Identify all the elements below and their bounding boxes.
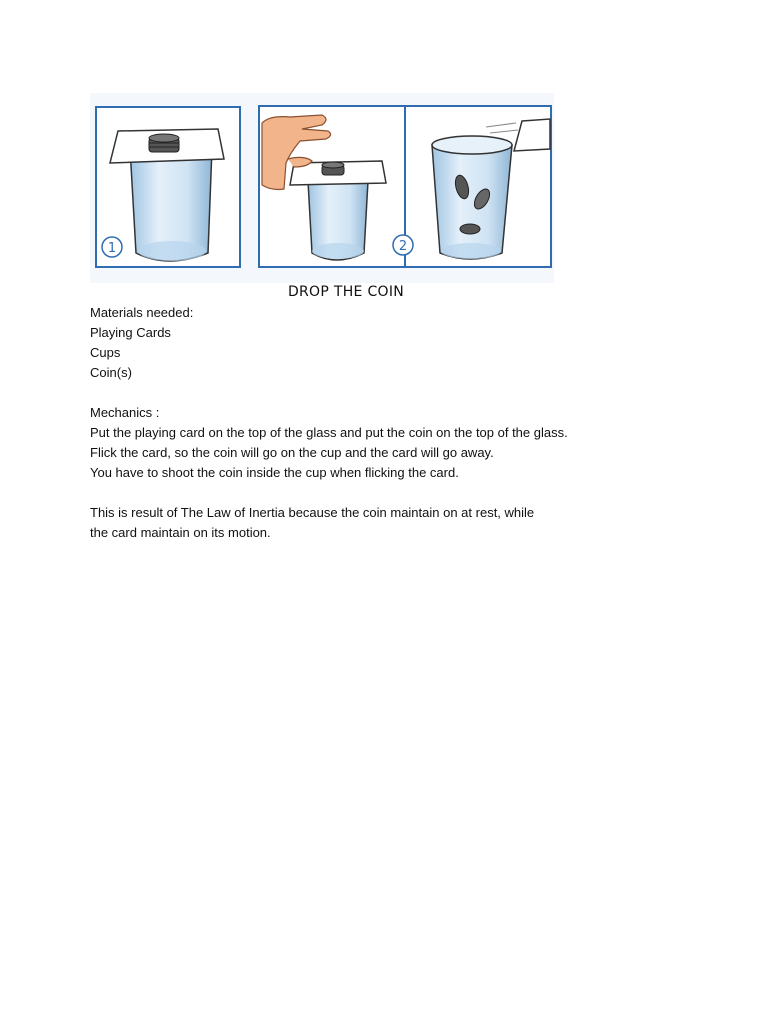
materials-heading: Materials needed: — [90, 305, 194, 320]
step-2-number: 2 — [398, 239, 408, 254]
conclusion-line: the card maintain on its motion. — [90, 525, 271, 540]
coin-stack — [322, 162, 344, 175]
material-item: Coin(s) — [90, 365, 132, 380]
drop-the-coin-illustration — [90, 93, 554, 283]
document-title: DROP THE COIN — [287, 284, 405, 300]
panel-step-2-drop — [393, 106, 551, 267]
material-item: Playing Cards — [90, 325, 171, 340]
glass — [432, 145, 512, 259]
panel-step-2-flick — [259, 106, 408, 267]
mechanics-step: Put the playing card on the top of the glass and put the coin on the top of the glass. — [90, 425, 568, 440]
mechanics-step: You have to shoot the coin inside the cup when flicking the card. — [90, 465, 459, 480]
panel-step-1 — [96, 107, 240, 267]
illustration-figure — [90, 93, 554, 283]
conclusion-line: This is result of The Law of Inertia because the coin maintain on at rest, while — [90, 505, 535, 520]
mechanics-step: Flick the card, so the coin will go on the cup and the card will go away. — [90, 445, 494, 460]
material-item: Cups — [90, 345, 121, 360]
document-body — [90, 303, 710, 543]
mechanics-heading: Mechanics : — [90, 405, 160, 420]
coin-stack — [149, 134, 179, 152]
step-1-number: 1 — [107, 241, 117, 256]
